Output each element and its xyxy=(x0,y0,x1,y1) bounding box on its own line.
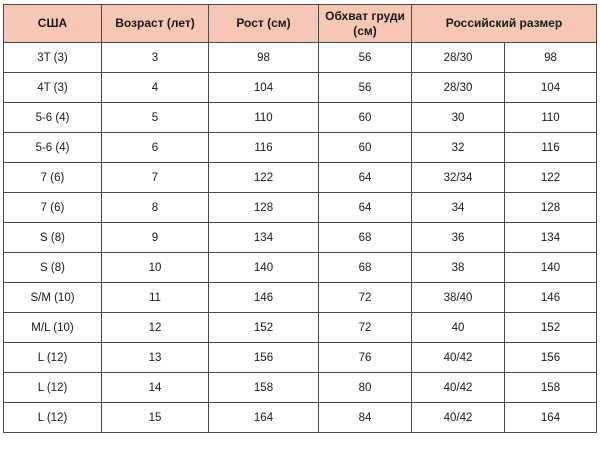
cell-russian-size: 30 xyxy=(412,103,505,133)
cell-russian-height: 156 xyxy=(505,343,597,373)
table-header xyxy=(4,5,597,43)
table-row xyxy=(4,73,597,103)
cell-height: 110 xyxy=(209,103,319,133)
cell-russian-size: 32/34 xyxy=(412,163,505,193)
cell-usa-size: L (12) xyxy=(4,343,102,373)
header-height: Рост (см) xyxy=(209,5,319,43)
table-row xyxy=(4,403,597,433)
header-russian-size: Российский размер xyxy=(412,5,597,43)
cell-height: 156 xyxy=(209,343,319,373)
cell-height: 104 xyxy=(209,73,319,103)
header-row xyxy=(4,5,597,43)
cell-usa-size: S/M (10) xyxy=(4,283,102,313)
cell-height: 128 xyxy=(209,193,319,223)
cell-chest: 72 xyxy=(319,313,412,343)
cell-age: 3 xyxy=(102,43,209,73)
cell-height: 122 xyxy=(209,163,319,193)
cell-russian-size: 38/40 xyxy=(412,283,505,313)
cell-russian-size: 40/42 xyxy=(412,343,505,373)
cell-age: 14 xyxy=(102,373,209,403)
cell-chest: 64 xyxy=(319,163,412,193)
cell-usa-size: 3T (3) xyxy=(4,43,102,73)
cell-chest: 68 xyxy=(319,223,412,253)
cell-age: 11 xyxy=(102,283,209,313)
cell-height: 146 xyxy=(209,283,319,313)
cell-age: 4 xyxy=(102,73,209,103)
table-row xyxy=(4,223,597,253)
header-chest: Обхват груди (см) xyxy=(319,5,412,43)
table-row xyxy=(4,283,597,313)
cell-russian-size: 32 xyxy=(412,133,505,163)
cell-chest: 72 xyxy=(319,283,412,313)
cell-chest: 64 xyxy=(319,193,412,223)
cell-russian-size: 34 xyxy=(412,193,505,223)
cell-age: 9 xyxy=(102,223,209,253)
cell-chest: 56 xyxy=(319,73,412,103)
cell-russian-height: 104 xyxy=(505,73,597,103)
cell-age: 13 xyxy=(102,343,209,373)
size-chart-table xyxy=(3,4,597,433)
table-row xyxy=(4,163,597,193)
cell-usa-size: 5-6 (4) xyxy=(4,133,102,163)
cell-usa-size: S (8) xyxy=(4,223,102,253)
table-row xyxy=(4,43,597,73)
cell-russian-height: 128 xyxy=(505,193,597,223)
cell-russian-height: 140 xyxy=(505,253,597,283)
cell-russian-size: 28/30 xyxy=(412,43,505,73)
cell-usa-size: 5-6 (4) xyxy=(4,103,102,133)
cell-russian-height: 158 xyxy=(505,373,597,403)
cell-chest: 80 xyxy=(319,373,412,403)
cell-age: 6 xyxy=(102,133,209,163)
cell-russian-size: 36 xyxy=(412,223,505,253)
cell-age: 7 xyxy=(102,163,209,193)
cell-age: 10 xyxy=(102,253,209,283)
cell-age: 8 xyxy=(102,193,209,223)
cell-usa-size: 4T (3) xyxy=(4,73,102,103)
header-usa: США xyxy=(4,5,102,43)
cell-russian-height: 146 xyxy=(505,283,597,313)
cell-usa-size: S (8) xyxy=(4,253,102,283)
cell-height: 152 xyxy=(209,313,319,343)
cell-height: 158 xyxy=(209,373,319,403)
cell-height: 98 xyxy=(209,43,319,73)
cell-chest: 76 xyxy=(319,343,412,373)
cell-chest: 56 xyxy=(319,43,412,73)
cell-usa-size: 7 (6) xyxy=(4,193,102,223)
cell-age: 5 xyxy=(102,103,209,133)
cell-height: 116 xyxy=(209,133,319,163)
cell-russian-size: 40 xyxy=(412,313,505,343)
table-row xyxy=(4,253,597,283)
cell-chest: 84 xyxy=(319,403,412,433)
cell-russian-size: 40/42 xyxy=(412,373,505,403)
cell-height: 140 xyxy=(209,253,319,283)
cell-height: 164 xyxy=(209,403,319,433)
header-age: Возраст (лет) xyxy=(102,5,209,43)
cell-russian-height: 122 xyxy=(505,163,597,193)
cell-russian-height: 164 xyxy=(505,403,597,433)
cell-usa-size: L (12) xyxy=(4,403,102,433)
cell-usa-size: M/L (10) xyxy=(4,313,102,343)
cell-russian-height: 98 xyxy=(505,43,597,73)
cell-russian-size: 40/42 xyxy=(412,403,505,433)
cell-chest: 60 xyxy=(319,103,412,133)
cell-usa-size: L (12) xyxy=(4,373,102,403)
cell-height: 134 xyxy=(209,223,319,253)
cell-usa-size: 7 (6) xyxy=(4,163,102,193)
cell-age: 12 xyxy=(102,313,209,343)
cell-russian-size: 28/30 xyxy=(412,73,505,103)
table-row xyxy=(4,343,597,373)
cell-russian-height: 110 xyxy=(505,103,597,133)
table-row xyxy=(4,103,597,133)
table-row xyxy=(4,313,597,343)
table-row xyxy=(4,133,597,163)
table-row xyxy=(4,373,597,403)
cell-chest: 60 xyxy=(319,133,412,163)
cell-russian-height: 152 xyxy=(505,313,597,343)
cell-russian-height: 134 xyxy=(505,223,597,253)
table-body xyxy=(4,43,597,433)
cell-russian-height: 116 xyxy=(505,133,597,163)
cell-age: 15 xyxy=(102,403,209,433)
table-row xyxy=(4,193,597,223)
cell-russian-size: 38 xyxy=(412,253,505,283)
cell-chest: 68 xyxy=(319,253,412,283)
